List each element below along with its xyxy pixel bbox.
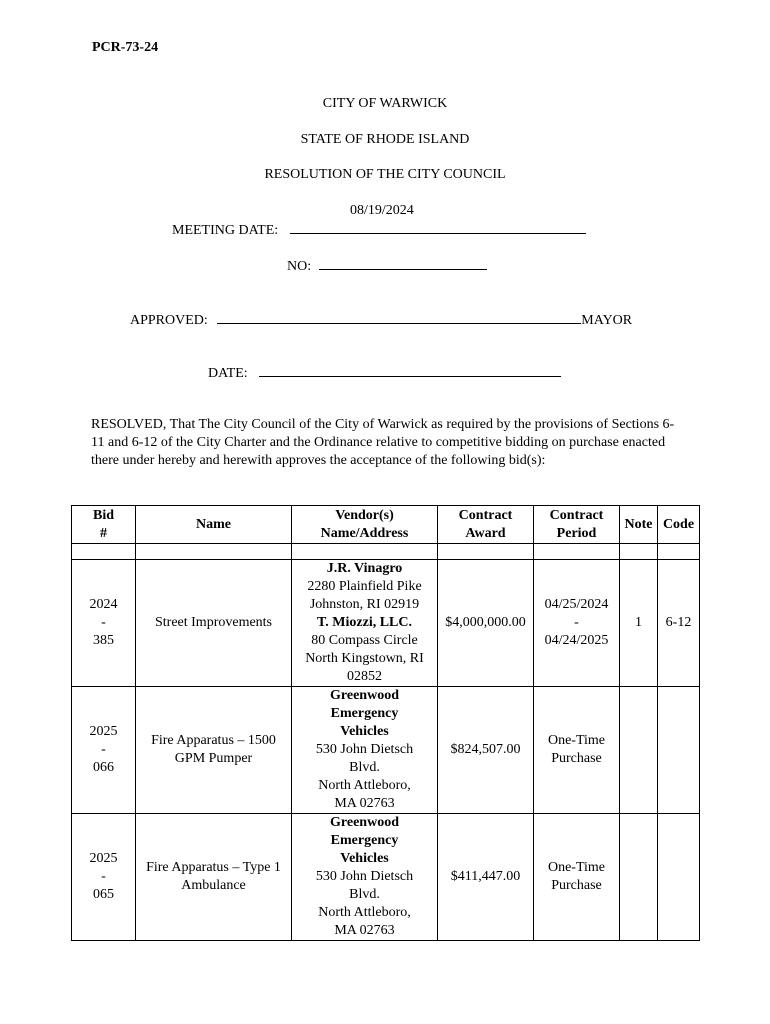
vendor-address: Greenwood Emergency Vehicles 530 John Dietsch Blvd. North Attleboro, MA 02763 (292, 687, 438, 814)
bids-table (71, 505, 700, 941)
bid-name: Fire Apparatus – Type 1 Ambulance (136, 814, 292, 941)
approved-underline (217, 311, 581, 324)
number-field (287, 257, 487, 275)
approval-date-label: DATE: (208, 366, 248, 381)
note-value: 1 (620, 560, 658, 687)
bid-number: 2025 - 065 (72, 814, 136, 941)
vendor-address: Greenwood Emergency Vehicles 530 John Dietsch Blvd. North Attleboro, MA 02763 (292, 814, 438, 941)
approval-date-field (208, 364, 561, 382)
meeting-date-label: MEETING DATE: (172, 223, 279, 238)
approved-field (130, 311, 632, 329)
header-code: Code (658, 506, 700, 544)
vendor-address: J.R. Vinagro 2280 Plainfield Pike Johnston, RI 02919 T. Miozzi, LLC. 80 Compass Circle North Kingstown, RI 02852 (292, 560, 438, 687)
table-header-row (72, 506, 700, 544)
note-value (620, 687, 658, 814)
table-row (72, 687, 700, 814)
meeting-date-underline (290, 221, 586, 234)
contract-award: $411,447.00 (438, 814, 534, 941)
contract-award: $4,000,000.00 (438, 560, 534, 687)
bid-number: 2024 - 385 (72, 560, 136, 687)
resolved-paragraph: RESOLVED, That The City Council of the City of Warwick as required by the provisions of Sections 6-11 and 6-12 of the City Charter and the Ordinance relative to competitive bidding on purchase enacted there under hereby and herewith approves the acceptance of the following bid(s): (91, 417, 675, 468)
header-period: Contract Period (534, 506, 620, 544)
header-resolution: RESOLUTION OF THE CITY COUNCIL (264, 167, 506, 182)
meeting-date-field (172, 221, 586, 239)
bid-name: Fire Apparatus – 1500 GPM Pumper (136, 687, 292, 814)
header-state: STATE OF RHODE ISLAND (300, 132, 470, 147)
table-row (72, 814, 700, 941)
contract-period: One-Time Purchase (534, 814, 620, 941)
approved-label: APPROVED: (130, 313, 208, 328)
code-value (658, 814, 700, 941)
spacer-row (72, 544, 700, 560)
bid-number: 2025 - 066 (72, 687, 136, 814)
note-value (620, 814, 658, 941)
mayor-label: MAYOR (581, 313, 633, 328)
number-label: NO: (287, 259, 312, 274)
header-city: CITY OF WARWICK (322, 96, 448, 111)
code-value: 6-12 (658, 560, 700, 687)
table-row (72, 560, 700, 687)
header-name: Name (136, 506, 292, 544)
code-value (658, 687, 700, 814)
meeting-date-value: 08/19/2024 (350, 203, 414, 218)
contract-award: $824,507.00 (438, 687, 534, 814)
header-vendor: Vendor(s) Name/Address (292, 506, 438, 544)
bid-name: Street Improvements (136, 560, 292, 687)
header-bid: Bid # (72, 506, 136, 544)
document-id: PCR-73-24 (92, 40, 159, 55)
contract-period: One-Time Purchase (534, 687, 620, 814)
contract-period: 04/25/2024 - 04/24/2025 (534, 560, 620, 687)
approval-date-underline (259, 364, 561, 377)
number-underline (319, 257, 487, 270)
header-note: Note (620, 506, 658, 544)
header-award: Contract Award (438, 506, 534, 544)
